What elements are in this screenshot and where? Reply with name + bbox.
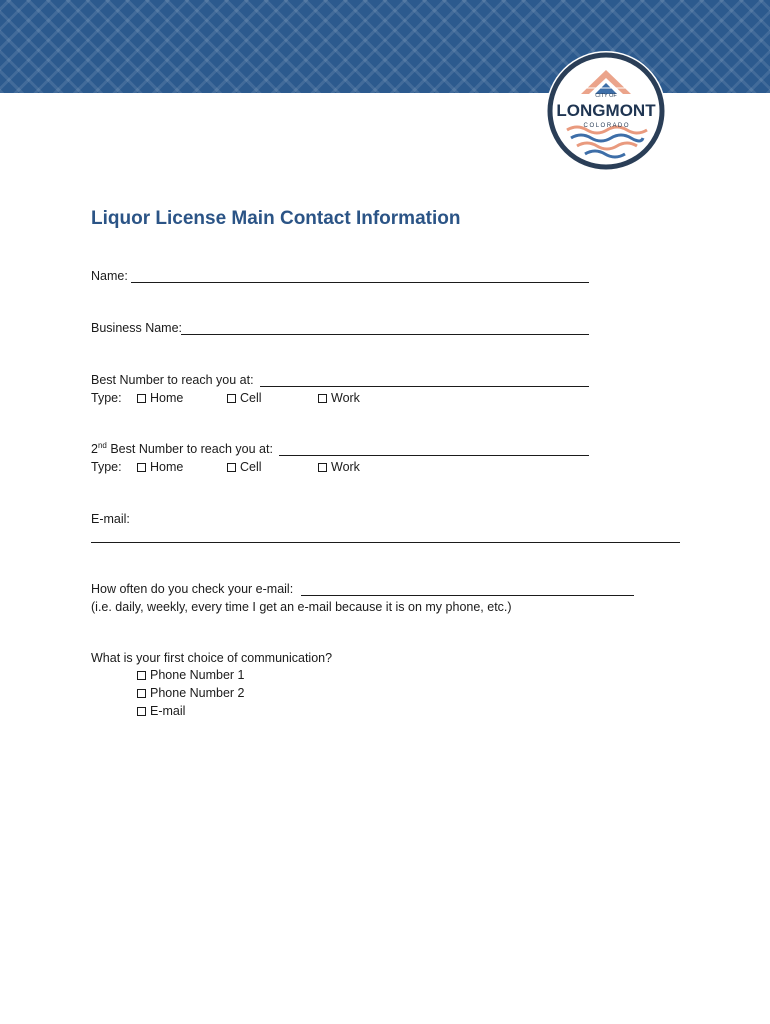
checkbox-icon <box>227 463 236 472</box>
type-label-2: Type: <box>91 460 122 474</box>
second-number-field[interactable] <box>279 455 589 456</box>
check-email-hint: (i.e. daily, weekly, every time I get an e-mail because it is on my phone, etc.) <box>91 600 512 614</box>
type-home-checkbox[interactable]: Home <box>137 391 183 405</box>
business-name-field[interactable] <box>181 334 589 335</box>
city-of-longmont-logo <box>545 50 667 172</box>
second-number-label: 2nd Best Number to reach you at: <box>91 440 273 456</box>
type-work-checkbox[interactable]: Work <box>318 391 360 405</box>
check-email-label: How often do you check your e-mail: <box>91 582 294 596</box>
choice-email-checkbox[interactable]: E-mail <box>137 704 185 718</box>
checkbox-icon <box>137 463 146 472</box>
type2-home-checkbox[interactable]: Home <box>137 460 183 474</box>
checkbox-icon <box>137 707 146 716</box>
type2-work-checkbox[interactable]: Work <box>318 460 360 474</box>
checkbox-icon <box>318 463 327 472</box>
check-email-field[interactable] <box>301 595 634 596</box>
type-cell-checkbox[interactable]: Cell <box>227 391 262 405</box>
choice-phone-2-checkbox[interactable]: Phone Number 2 <box>137 686 245 700</box>
email-field[interactable] <box>91 542 680 543</box>
logo-name: LONGMONT <box>556 101 656 120</box>
checkbox-icon <box>318 394 327 403</box>
type2-cell-checkbox[interactable]: Cell <box>227 460 262 474</box>
email-label: E-mail: <box>91 512 130 526</box>
best-number-label: Best Number to reach you at: <box>91 373 254 387</box>
checkbox-icon <box>137 394 146 403</box>
checkbox-icon <box>137 671 146 680</box>
logo-bottom-text: C O L O R A D O <box>583 123 629 129</box>
name-label: Name: <box>91 269 128 283</box>
best-number-field[interactable] <box>260 386 589 387</box>
communication-choice-label: What is your first choice of communication? <box>91 651 333 665</box>
checkbox-icon <box>227 394 236 403</box>
choice-phone-1-checkbox[interactable]: Phone Number 1 <box>137 668 245 682</box>
name-field[interactable] <box>131 282 589 283</box>
checkbox-icon <box>137 689 146 698</box>
logo-top-text: CITY OF <box>595 93 617 99</box>
business-name-label: Business Name: <box>91 321 183 335</box>
page-title: Liquor License Main Contact Information <box>91 208 461 229</box>
type-label: Type: <box>91 391 122 405</box>
